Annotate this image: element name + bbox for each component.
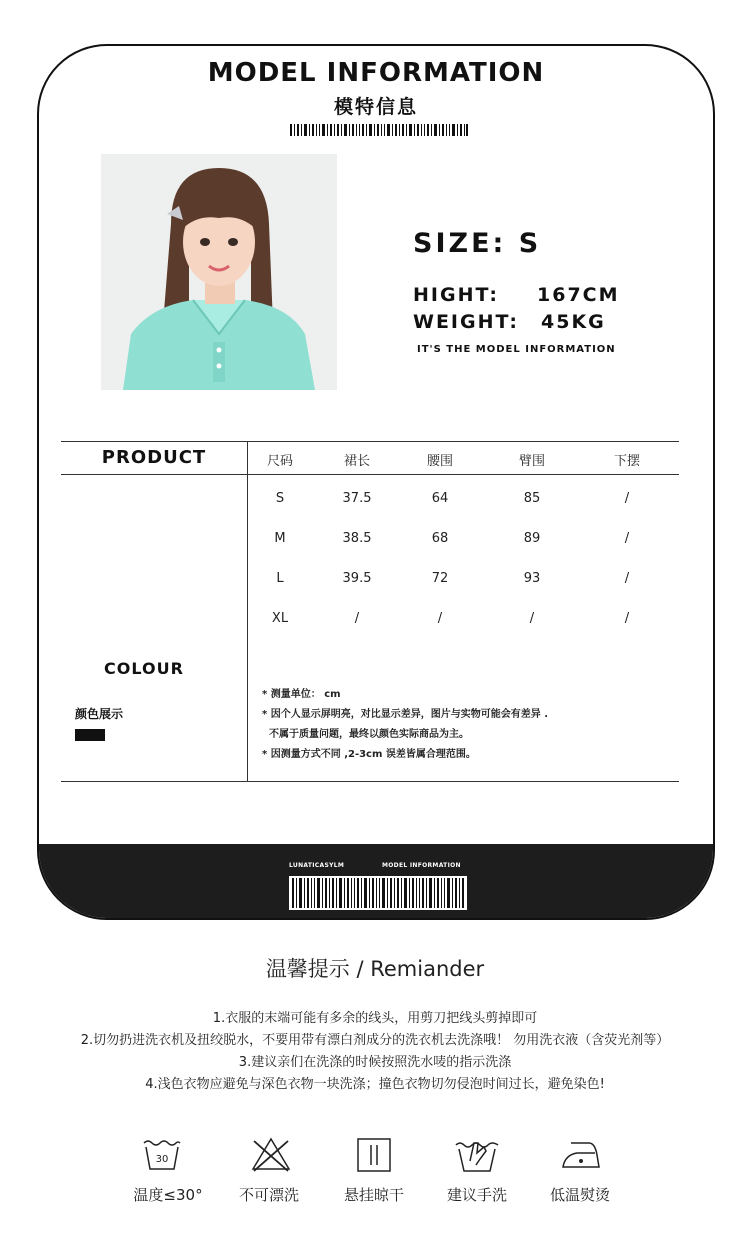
- hang-dry-icon: [356, 1135, 392, 1175]
- col-header: 尺码: [266, 454, 294, 469]
- wash-30-icon: [142, 1135, 182, 1175]
- table-cell: 64: [431, 491, 449, 506]
- table-cell: 93: [523, 571, 541, 586]
- table-cell: 38.5: [342, 531, 372, 546]
- height-label: HIGHT:: [413, 284, 499, 306]
- care-label: 悬挂晾干: [343, 1186, 405, 1204]
- table-cell: /: [624, 611, 630, 626]
- table-cell: M: [274, 531, 286, 546]
- reminder-title: 温馨提示 / Remiander: [265, 957, 485, 981]
- table-cell: 39.5: [342, 571, 372, 586]
- care-label: 建议手洗: [446, 1186, 508, 1204]
- colour-label-cn: 颜色展示: [75, 707, 124, 721]
- table-cell: /: [624, 531, 630, 546]
- footer-brand: LUNATICASYLM: [289, 862, 345, 869]
- low-iron-icon: [559, 1135, 601, 1175]
- hand-wash-icon: [454, 1135, 500, 1175]
- measure-note: * 因个人显示屏明亮，对比显示差异，图片与实物可能会有差异 .: [262, 709, 548, 720]
- col-header: 下摆: [613, 454, 641, 469]
- table-bottom-rule: [61, 781, 679, 782]
- col-header: 腰围: [426, 454, 454, 469]
- model-info-card: [37, 44, 715, 920]
- table-divider: [247, 441, 248, 781]
- table-cell: 37.5: [342, 491, 372, 506]
- table-cell: 89: [523, 531, 541, 546]
- card-title-en: MODEL INFORMATION: [207, 58, 545, 88]
- reminder-tip: 4.浅色衣物应避免与深色衣物一块洗涤；撞色衣物切勿侵泡时间过长，避免染色!: [145, 1077, 605, 1092]
- height-value: 167CM: [537, 284, 620, 306]
- table-cell: S: [275, 491, 285, 506]
- barcode-bottom: [289, 876, 467, 910]
- reminder-tip: 2.切勿扔进洗衣机及扭绞脱水，不要用带有漂白剂成分的洗衣机去洗涤哦！ 勿用洗衣液（含荧光剂等）: [80, 1033, 670, 1048]
- col-header: 臂围: [518, 454, 546, 469]
- weight-value: 45KG: [541, 311, 606, 333]
- table-cell: /: [624, 491, 630, 506]
- weight-label: WEIGHT:: [413, 311, 520, 333]
- no-bleach-icon: [250, 1135, 292, 1175]
- model-note: IT'S THE MODEL INFORMATION: [417, 344, 616, 355]
- care-label: 温度≤30°: [133, 1186, 203, 1204]
- measure-note: * 因测量方式不同 ,2-3cm 误差皆属合理范围。: [262, 749, 476, 760]
- table-cell: 72: [431, 571, 449, 586]
- reminder-tip: 1.衣服的末端可能有多余的线头，用剪刀把线头剪掉即可: [212, 1011, 538, 1026]
- table-cell: /: [529, 611, 535, 626]
- table-cell: XL: [271, 611, 289, 626]
- table-cell: 68: [431, 531, 449, 546]
- table-cell: /: [354, 611, 360, 626]
- care-label: 低温熨烫: [549, 1186, 611, 1204]
- table-cell: /: [624, 571, 630, 586]
- measure-note: * 测量单位： cm: [262, 689, 341, 700]
- model-size: SIZE: S: [413, 228, 542, 259]
- table-cell: L: [276, 571, 284, 586]
- card-title-cn: 模特信息: [333, 96, 418, 118]
- colour-heading: COLOUR: [104, 659, 184, 678]
- care-label: 不可漂洗: [238, 1186, 300, 1204]
- table-cell: 85: [523, 491, 541, 506]
- col-header: 裙长: [343, 454, 371, 469]
- table-cell: /: [437, 611, 443, 626]
- footer-label: MODEL INFORMATION: [382, 862, 461, 869]
- measure-note: 不属于质量问题，最终以颜色实际商品为主。: [262, 729, 469, 740]
- table-header-rule: [61, 474, 679, 475]
- table-top-rule: [61, 441, 679, 442]
- wash-temp-text: 30: [155, 1154, 169, 1165]
- reminder-tip: 3.建议亲们在洗涤的时候按照洗水唛的指示洗涤: [238, 1055, 512, 1070]
- barcode-top: [290, 124, 468, 136]
- product-heading: PRODUCT: [101, 447, 207, 468]
- colour-swatch: [75, 729, 105, 741]
- model-photo: [101, 154, 337, 390]
